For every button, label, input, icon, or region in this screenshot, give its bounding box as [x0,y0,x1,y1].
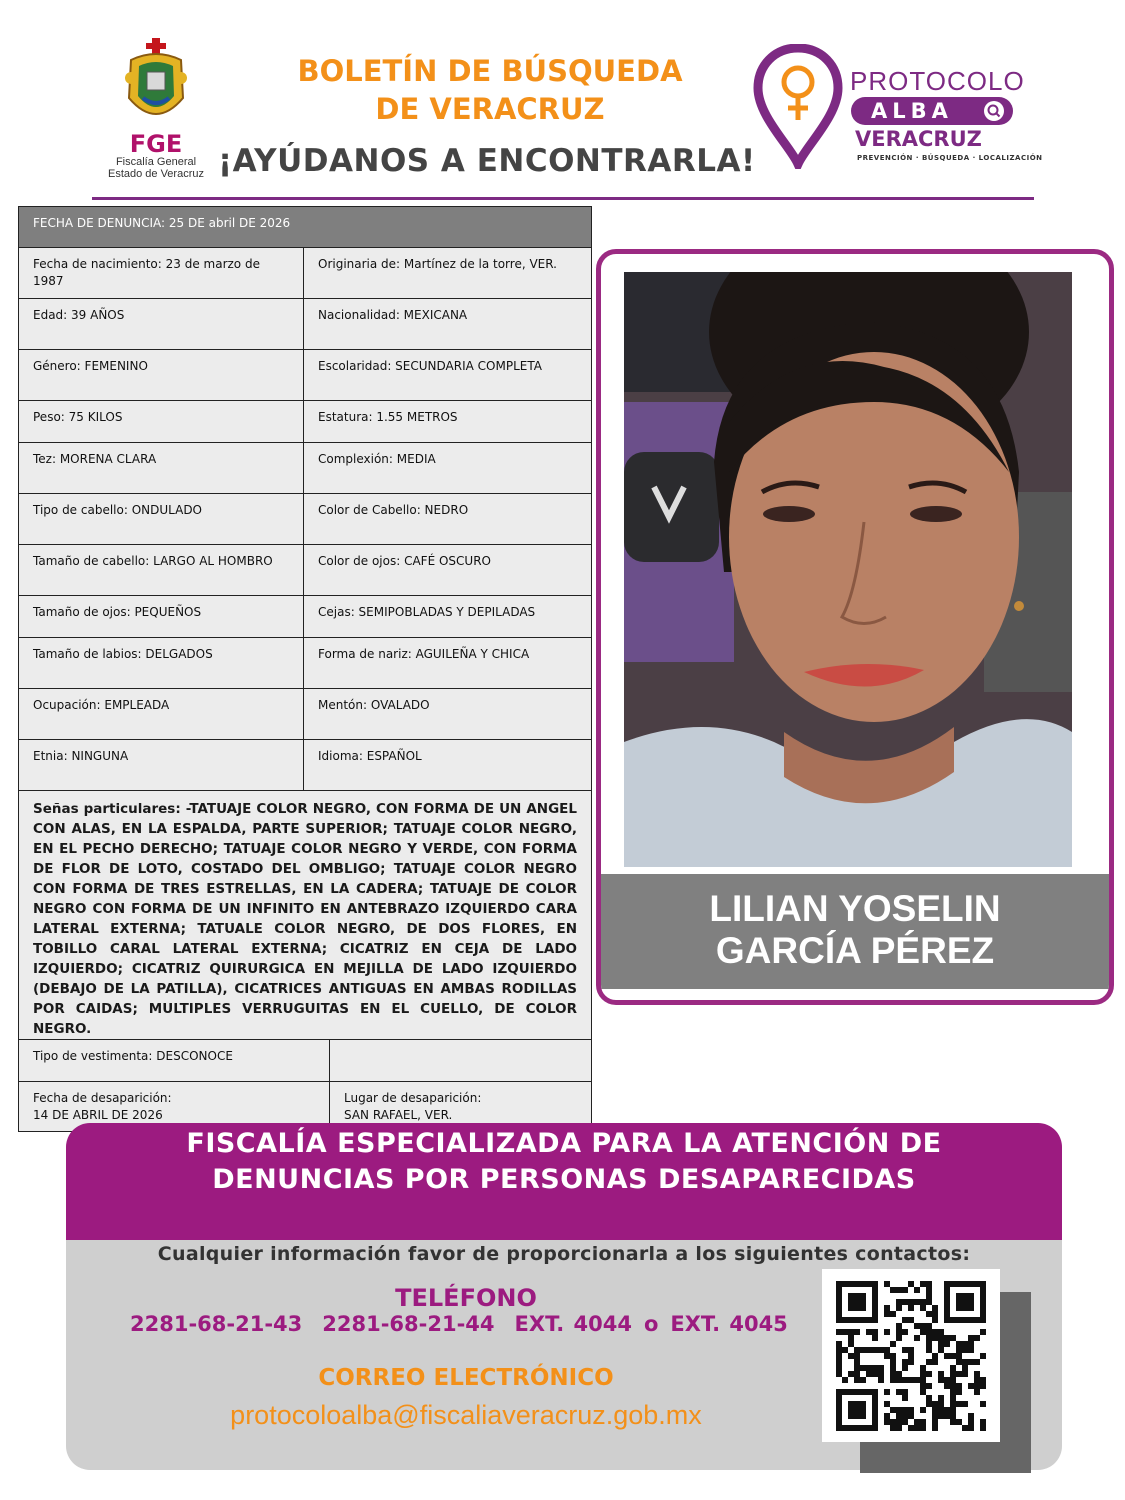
phone-label: TELÉFONO [395,1284,537,1312]
phone-1[interactable]: 2281-68-21-43 [130,1312,303,1336]
empty-cell [330,1040,592,1082]
qr-code-icon [822,1269,1000,1442]
table-cell: Fecha de nacimiento: 23 de marzo de 1987 [19,248,304,299]
agency-line2: DENUNCIAS POR PERSONAS DESAPARECIDAS [212,1164,916,1195]
person-name-line1: LILIAN YOSELIN [709,888,1001,929]
name-band [601,874,1109,989]
header-divider [92,197,1034,200]
distinguishing-marks: Señas particulares: -TATUAJE COLOR NEGRO, CON FORMA DE UN ANGEL CON ALAS, EN LA ESPALDA, PARTE SUPERIOR; TATUAJE COLOR NEGRO, EN EL PECHO DERECHO; TATUAJE COLOR NEGRO Y VERDE, CON FORMA DE FLOR DE LOTO, COSTADO DEL OMBLIGO; TATUAJE COLOR NEGRO CON FORMA DE TRES ESTRELLAS, EN LA CADERA; TATUAJE DE COLOR NEGRO CON FORMA DE UN INFINITO EN ANTEBRAZO IZQUIERDO CARA LATERAL EXTERNA; TATUALE COLOR NEGRO, DE DOS FLORES, EN TOBILLO CARAL LATERAL EXTERNA; CICATRIZ EN CEJA DE LADO IZQUIERDO; CICATRIZ QUIRURGICA EN MEJILLA DE LADO IZQUIERDO (DEBAJO DE LA PATILLA), CICATRICES ANTIGUAS EN AMBAS RODILLAS POR CAIDAS; MULTIPLES VERRUGUITAS EN EL CUELLO, DE COLOR NEGRO. [19,791,592,1040]
protocol-word: PROTOCOLO [850,66,1025,96]
clothing-cell: Tipo de vestimenta: DESCONOCE [19,1040,330,1082]
photo-card [596,249,1114,1005]
person-name-line2: GARCÍA PÉREZ [715,930,995,971]
disappearance-place-label: Lugar de desaparición: [344,1091,482,1105]
table-cell: Edad: 39 AÑOS [19,299,304,350]
table-cell: Tamaño de ojos: PEQUEÑOS [19,596,304,638]
report-date: FECHA DE DENUNCIA: 25 DE abril DE 2026 [19,207,592,248]
qr-code[interactable] [822,1269,1000,1442]
title-line-2: DE VERACRUZ [375,92,605,126]
disappearance-date-label: Fecha de desaparición: [33,1091,172,1105]
slogan: ¡AYÚDANOS A ENCONTRARLA! [218,143,756,179]
bulletin-title [230,52,750,128]
agency-name [66,1126,1062,1198]
alba-pill [851,97,1013,125]
table-cell: Mentón: OVALADO [304,689,592,740]
person-data-table [18,206,591,1132]
table-cell: Complexión: MEDIA [304,443,592,494]
phone-2[interactable]: 2281-68-21-44 [322,1312,495,1336]
title-line-1: BOLETÍN DE BÚSQUEDA [297,54,683,88]
female-symbol-location-pin-icon [752,44,844,169]
table-cell: Etnia: NINGUNA [19,740,304,791]
table-cell: Tipo de cabello: ONDULADO [19,494,304,545]
ext-2: EXT. 4045 [670,1312,788,1336]
protocolo-alba-logo [752,44,1043,174]
table-cell: Estatura: 1.55 METROS [304,401,592,443]
contact-intro: Cualquier información favor de proporcionarla a los siguientes contactos: [157,1243,971,1265]
table-cell: Género: FEMENINO [19,350,304,401]
table-cell: Color de ojos: CAFÉ OSCURO [304,545,592,596]
person-name [601,888,1109,972]
fge-logo [96,38,216,183]
table-cell: Tez: MORENA CLARA [19,443,304,494]
coat-of-arms-icon [121,38,191,130]
missing-person-photo [624,272,1072,867]
alba-word: ALBA [871,99,953,123]
table-cell: Originaria de: Martínez de la torre, VER. [304,248,592,299]
table-cell: Forma de nariz: AGUILEÑA Y CHICA [304,638,592,689]
portrait-placeholder [624,272,1072,867]
table-cell: Ocupación: EMPLEADA [19,689,304,740]
table-cell: Escolaridad: SECUNDARIA COMPLETA [304,350,592,401]
table-cell: Color de Cabello: NEDRO [304,494,592,545]
phone-numbers [130,1312,788,1336]
ext-1: EXT. 4044 [514,1312,632,1336]
table-cell: Peso: 75 KILOS [19,401,304,443]
agency-line1: FISCALÍA ESPECIALIZADA PARA LA ATENCIÓN DE [186,1128,942,1159]
table-cell: Tamaño de labios: DELGADOS [19,638,304,689]
ext-separator: o [643,1312,659,1336]
disappearance-place-value: SAN RAFAEL, VER. [344,1108,453,1122]
search-icon [983,100,1005,122]
table-cell: Cejas: SEMIPOBLADAS Y DEPILADAS [304,596,592,638]
disappearance-date-value: 14 DE ABRIL DE 2026 [33,1108,163,1122]
table-cell: Nacionalidad: MEXICANA [304,299,592,350]
veracruz-word: VERACRUZ [855,127,982,151]
agency-banner [66,1123,1062,1240]
table-cell: Idioma: ESPAÑOL [304,740,592,791]
fge-name-line2: Estado de Veracruz [107,168,204,180]
table-cell: Tamaño de cabello: LARGO AL HOMBRO [19,545,304,596]
email-label: CORREO ELECTRÓNICO [318,1365,614,1391]
fge-abbr: FGE [129,130,183,158]
fge-name-line1: Fiscalía General [115,156,197,168]
email-link[interactable]: protocoloalba@fiscaliaveracruz.gob.mx [230,1400,702,1430]
protocol-tagline: PREVENCIÓN · BÚSQUEDA · LOCALIZACIÓN [857,154,1043,162]
